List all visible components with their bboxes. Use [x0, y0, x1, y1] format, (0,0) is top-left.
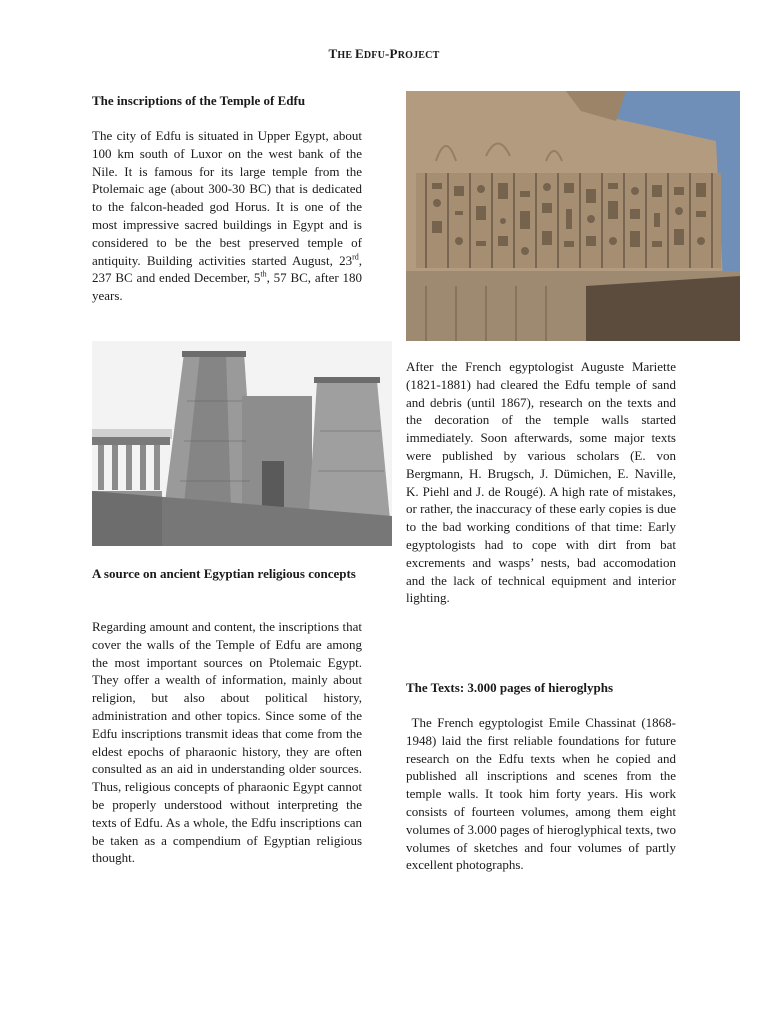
- paragraph-city-of-edfu: [92, 127, 362, 305]
- column: [126, 445, 132, 490]
- colonnade-roof: [92, 437, 170, 445]
- section-heading-religious-concepts: A source on ancient Egyptian religious concepts: [92, 566, 356, 581]
- temple-pylon-photo: [92, 341, 392, 546]
- section-heading-inscriptions: The inscriptions of the Temple of Edfu: [92, 93, 306, 108]
- title-small-caps-2: DFU: [363, 50, 385, 61]
- right-pylon-cornice: [314, 377, 380, 383]
- temple-pylon-illustration: [92, 341, 392, 546]
- title-small-caps-3: ROJECT: [397, 50, 440, 61]
- title-dash: -: [385, 46, 390, 61]
- section-heading-texts: The Texts: 3.000 pages of hieroglyphs: [406, 680, 614, 695]
- inscription-relief-photo: [406, 91, 740, 341]
- text-run: The city of Edfu is situated in Upper Egypt, about 100 km south of Luxor on the west bank of the Nile. It is famous for its large temple from the Ptolemaic age (about 300-30 BC) that is dedicated to the falcon-headed god Horus. It is one of the most impressive sacred buildings in Egypt and is considered to be the best preserved temple of antiquity. Building activities started August, 23: [92, 128, 362, 268]
- column: [112, 445, 118, 490]
- superscript-rd: rd: [352, 252, 359, 262]
- paragraph-source-religious: Regarding amount and content, the inscriptions that cover the walls of the Temple of Edfu are among the most important sources on Ptolemaic Egypt. They offer a wealth of information, mainly about religion, but also about political history, administration and other topics. Since some of the Edfu inscriptions transmit ideas that come from the eldest epochs of pharaonic history, they are often consulted as an aid in understanding older sources. Thus, religious concepts of pharaonic Egypt cannot be properly understood without interpreting the texts of Edfu. As a whole, the Edfu inscriptions can be taken as a compendium of Egyptian religious thought.: [92, 619, 362, 866]
- paragraph-chassinat: The French egyptologist Emile Chassinat (1868-1948) laid the first reliable foundations for future research on the Edfu texts when he copied and published all inscriptions and scenes from the temple walls. It took him forty years. His work consists of fourteen volumes, among them eight volumes of 3.000 pages of hieroglyphical texts, two volumes of sketches and four volumes of partly excellent photographs.: [406, 715, 680, 873]
- superscript-th: th: [260, 270, 267, 280]
- shadowed-doorway: [586, 276, 740, 341]
- text-run: , 237 BC and ended December, 5: [92, 252, 362, 286]
- hieroglyph-relief-illustration: [406, 91, 740, 341]
- column: [154, 445, 160, 490]
- title-initial-3: P: [389, 46, 398, 61]
- title-initial-1: T: [328, 46, 338, 61]
- text-run: , 57 BC, after 180 years.: [92, 270, 362, 304]
- title-small-caps-1: HE: [337, 50, 355, 61]
- column: [98, 445, 104, 490]
- paragraph-mariette-research: After the French egyptologist Auguste Mariette (1821-1881) had cleared the Edfu temple of sand and debris (until 1867), research on the texts and the decoration of the temple walls started immediately. Soon afterwards, some major texts were published by various scholars (E. von Bergmann, H. Brugsch, J. Dümichen, E. Naville, K. Piehl and J. de Rougé). A high rate of mistakes, or rather, the inaccuracy of these early copies is due to the bad working conditions of that time: Early egyptologists had to cope with dirt from bat excrements and wasps’ nests, bad accomodation and the lack of technical equipment and interior lighting.: [406, 359, 676, 606]
- document-title: [0, 46, 768, 62]
- left-pylon-cornice: [182, 351, 246, 357]
- column: [140, 445, 146, 490]
- title-initial-2: E: [354, 46, 364, 61]
- rubble: [92, 491, 162, 546]
